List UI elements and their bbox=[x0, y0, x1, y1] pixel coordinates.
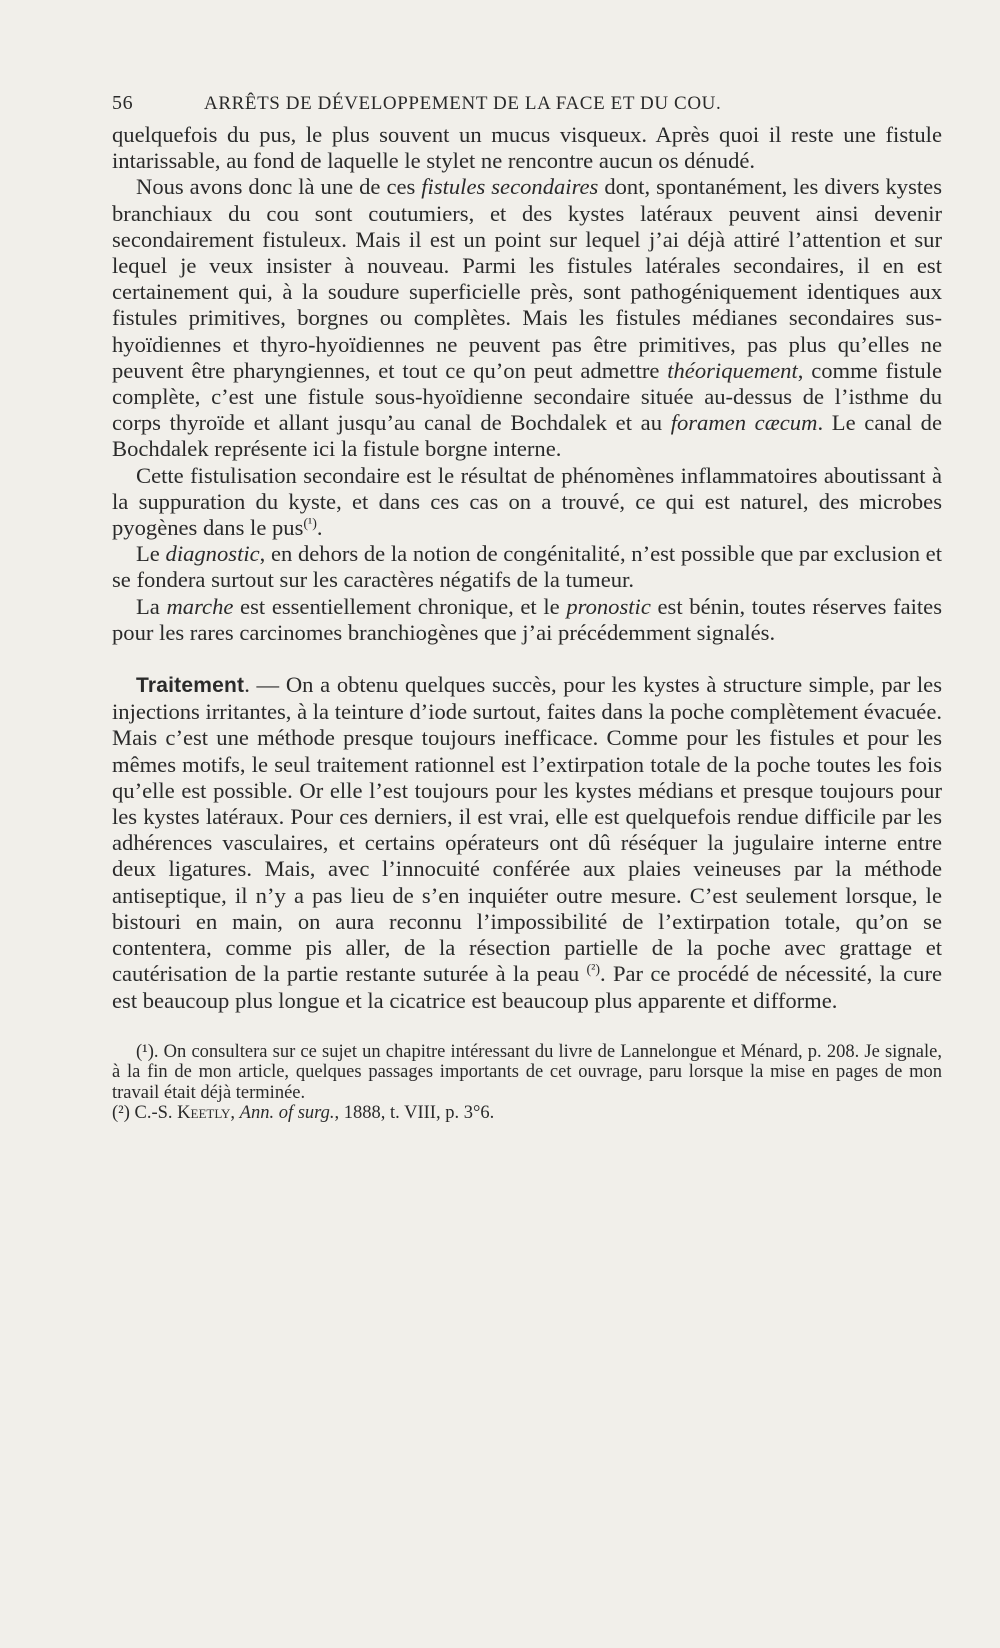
paragraph-diagnostic: Le diagnostic, en dehors de la notion de congénitalité, n’est possible que par exclusion et se fondera surtout sur les caractères négatifs de la tumeur. bbox=[112, 541, 942, 593]
running-head bbox=[112, 92, 942, 118]
section-heading-traitement: Traitement bbox=[136, 674, 245, 698]
paragraph-marche: La marche est essentiellement chronique, et le pronostic est bénin, toutes réserves faites pour les rares carcinomes branchiogènes que j’ai précédemment signalés. bbox=[112, 593, 942, 645]
footnote-ref-2: (²) bbox=[586, 962, 601, 978]
body-text bbox=[112, 122, 942, 1014]
footnotes bbox=[112, 1042, 942, 1124]
footnote-author: Keetly bbox=[177, 1103, 231, 1124]
paragraph-traitement: Traitement. — On a obtenu quelques succès, pour les kystes à structure simple, par les injections irritantes, à la teinture d’iode surtout, faites dans la poche complètement évacuée. Mais c’est une méthode presque toujours inefficace. Comme pour les fistules et pour les mêmes motifs, le seul traitement rationnel est l’extirpation totale de la poche toutes les fois qu’elle est possible. Or elle l’est toujours pour les kystes médians et presque toujours pour les kystes latéraux. Pour ces derniers, il est vrai, elle est quelquefois rendue difficile par les adhérences vasculaires, et certains opérateurs ont dû réséquer la jugulaire interne entre deux ligatures. Mais, avec l’innocuité conférée aux plaies veineuses par la méthode antiseptique, il n’y a pas lieu de s’en inquiéter outre mesure. C’est seulement lorsque, le bistouri en main, on aura reconnu l’impossibilité de l’extirpation totale, qu’on se contentera, comme pis aller, de la résection partielle de la poche avec grattage et cautérisation de la partie restante suturée à la peau $^{(^2)}$. Par ce procédé de nécessité, la cure est beaucoup plus longue et la cicatrice est beaucoup plus apparente et difforme. bbox=[112, 672, 943, 1013]
page-number: 56 bbox=[112, 92, 134, 114]
running-title: ARRÊTS DE DÉVELOPPEMENT DE LA FACE ET DU COU. bbox=[204, 93, 722, 114]
footnote-1: (¹). On consultera sur ce sujet un chapitre intéressant du livre de Lannelongue et Ménard, p. 208. Je signale, à la fin de mon article, quelques passages importants de cet ouvrage, paru lorsque la mise en pages de mon travail était déjà terminée. bbox=[112, 1041, 942, 1103]
footnote-journal: Ann. of surg. bbox=[239, 1103, 335, 1124]
footnote-2: (²) C.-S. Keetly, Ann. of surg., 1888, t. VIII, p. 3°6. bbox=[112, 1103, 495, 1124]
paragraph-secondary-fistulas: Nous avons donc là une de ces fistules secondaires dont, spontanément, les divers kystes branchiaux du cou sont coutumiers, et des kystes latéraux peuvent ainsi devenir secondairement fistuleux. Mais il est un point sur lequel j’ai déjà attiré l’attention et sur lequel je veux insister à nouveau. Parmi les fistules latérales secondaires, il en est certainement qui, à la soudure superficielle près, sont pathogéniquement identiques aux fistules primitives, borgnes ou complètes. Mais les fistules médianes secondaires sus-hyoïdiennes et thyro-hyoïdiennes ne peuvent pas être primitives, pas plus qu’elles ne peuvent être pharyngiennes, et tout ce qu’on peut admettre théoriquement, comme fistule complète, c’est une fistule sous-hyoïdienne secondaire située au-dessus de l’isthme du corps thyroïde et allant jusqu’au canal de Bochdalek et au foramen cæcum. Le canal de Bochdalek représente ici la fistule borgne interne. bbox=[112, 174, 942, 462]
footnote-ref-1: (¹) bbox=[303, 516, 317, 532]
paragraph-fistulisation: Cette fistulisation secondaire est le résultat de phénomènes inflammatoires aboutissant à la suppuration du kyste, et dans ces cas on a trouvé, ce qui est naturel, des microbes pyogènes dans le pus$^{(^1)}$. bbox=[112, 462, 942, 541]
paragraph-continuation: quelquefois du pus, le plus souvent un mucus visqueux. Après quoi il reste une fistule intarissable, au fond de laquelle le stylet ne rencontre aucun os dénudé. bbox=[112, 122, 942, 174]
